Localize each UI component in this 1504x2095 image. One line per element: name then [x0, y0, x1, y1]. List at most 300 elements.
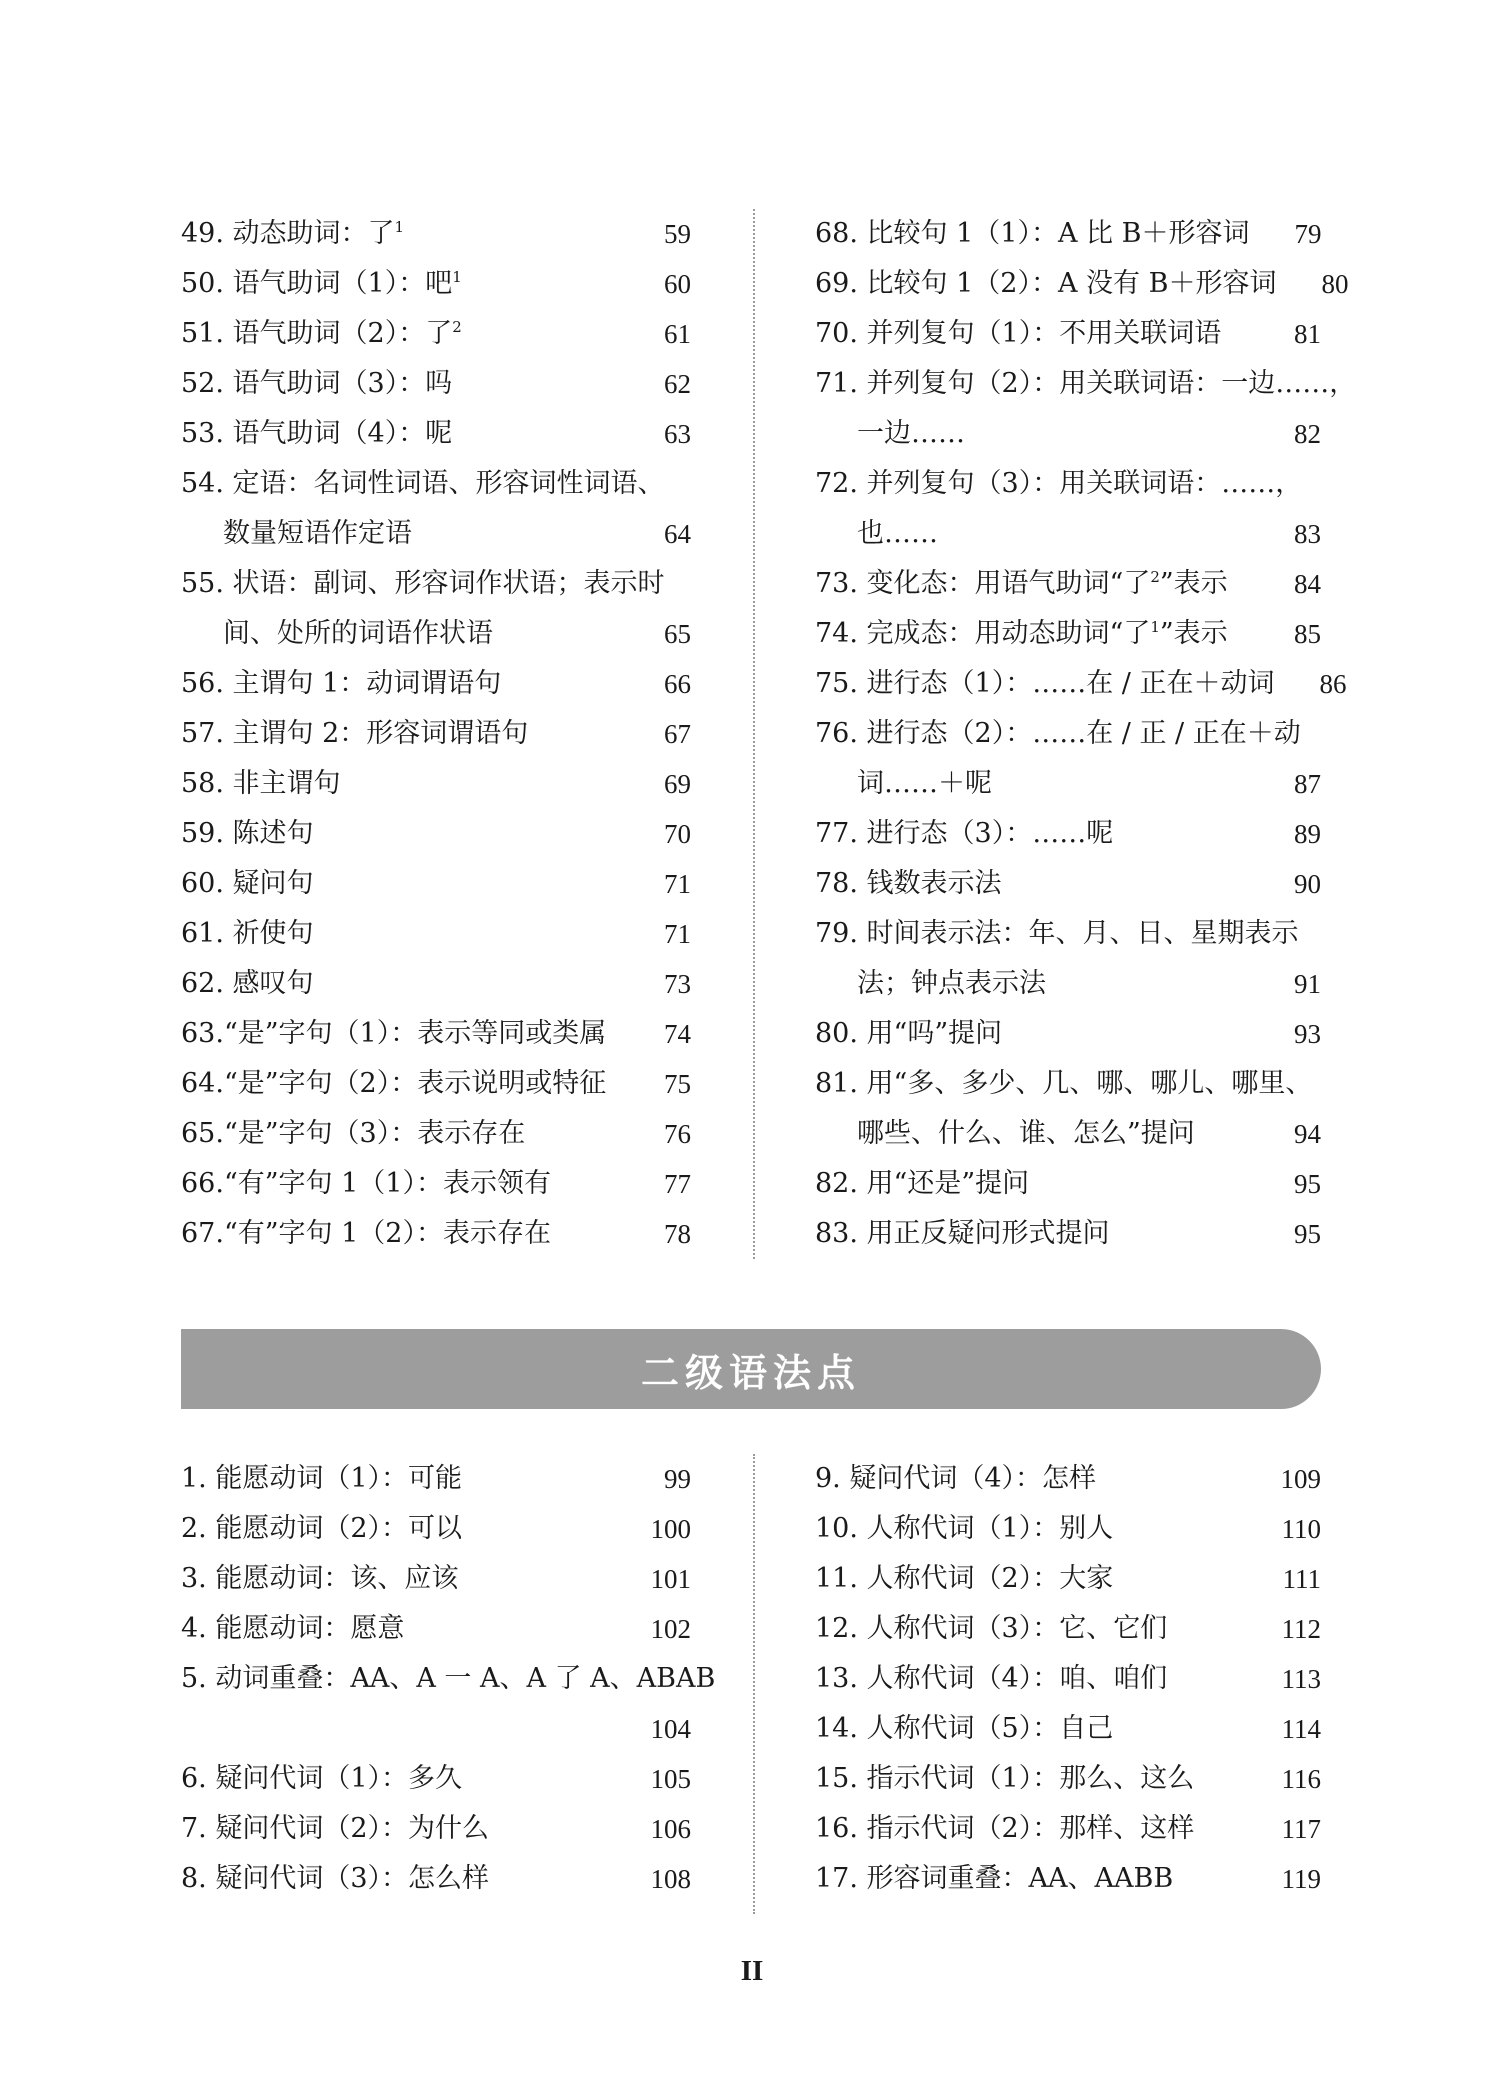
toc-entry[interactable]	[181, 409, 691, 459]
toc-page-number: 61	[664, 319, 691, 349]
toc-entry-line	[181, 909, 691, 959]
toc-entry-title	[815, 259, 1276, 309]
toc-entry-title	[181, 959, 619, 1009]
toc-entry-line	[181, 459, 691, 509]
toc-entry-title	[815, 1804, 1249, 1854]
toc-page-number: 119	[1281, 1864, 1321, 1894]
toc-entry-text: 82. 用“还是”提问	[815, 1168, 1030, 1199]
toc-entry-line	[181, 1009, 691, 1059]
toc-entry-text: 也……	[857, 518, 938, 549]
toc-entry-line	[815, 1554, 1321, 1604]
toc-entry-line	[181, 959, 691, 1009]
toc-entry[interactable]	[815, 1604, 1321, 1654]
toc-page-number: 108	[650, 1864, 691, 1894]
toc-entry-title	[815, 809, 1249, 859]
toc-entry-line	[181, 809, 691, 859]
toc-entry-text: 间、处所的词语作状语	[223, 618, 493, 649]
toc-entry-line	[815, 459, 1321, 509]
toc-entry-line	[815, 1159, 1321, 1209]
toc-page-number: 65	[664, 619, 691, 649]
toc-entry-title	[815, 459, 1302, 509]
toc-page-number: 71	[664, 919, 691, 949]
toc-entry-line	[181, 1754, 691, 1804]
toc-page-number	[665, 559, 737, 609]
toc-page-number	[665, 459, 737, 509]
toc-entry-text: 词……＋呢	[857, 768, 992, 799]
toc-entry-title	[815, 859, 1249, 909]
toc-entry-text: 58. 非主谓句	[181, 768, 341, 799]
toc-entry-title	[815, 1109, 1249, 1159]
toc-entry-title	[181, 1504, 619, 1554]
toc-entry-text: 6. 疑问代词（1）：多久	[181, 1763, 463, 1794]
toc-entry-title	[181, 1454, 619, 1504]
toc-entry-title	[181, 659, 619, 709]
toc-entry[interactable]	[181, 1059, 691, 1109]
toc-entry[interactable]	[181, 1159, 691, 1209]
toc-entry[interactable]	[815, 1059, 1321, 1159]
toc-entry-line	[181, 1504, 691, 1554]
toc-page-number: 83	[1294, 519, 1321, 549]
toc-entry[interactable]	[815, 309, 1321, 359]
toc-page-number: 95	[1294, 1219, 1321, 1249]
toc-page-number: 95	[1294, 1169, 1321, 1199]
toc-page-number: 71	[664, 869, 691, 899]
toc-entry-text: 72. 并列复句（3）：用关联词语：……，	[815, 468, 1303, 499]
toc-entry-line	[181, 1804, 691, 1854]
page-number: II	[740, 1955, 764, 1987]
toc-entry-title	[815, 1159, 1249, 1209]
toc-entry-text: 50. 语气助词（1）：吧	[181, 268, 453, 299]
toc-entry[interactable]	[181, 959, 691, 1009]
toc-entry-text: 77. 进行态（3）：……呢	[815, 818, 1114, 849]
toc-entry-text: 16. 指示代词（2）：那样、这样	[815, 1813, 1195, 1844]
toc-entry-title	[815, 1554, 1249, 1604]
toc-entry-title	[815, 359, 1356, 409]
toc-entry-title	[815, 1059, 1312, 1109]
superscript-marker: 1	[1150, 618, 1160, 636]
toc-entry[interactable]	[815, 1159, 1321, 1209]
toc-entry[interactable]	[815, 1554, 1321, 1604]
toc-page-number: 64	[664, 519, 691, 549]
toc-entry[interactable]	[815, 459, 1321, 559]
toc-entry-line	[181, 1854, 691, 1904]
toc-entry-title	[815, 1604, 1249, 1654]
toc-entry-text: 13. 人称代词（4）：咱、咱们	[815, 1663, 1168, 1694]
toc-entry-line	[815, 1009, 1321, 1059]
toc-entry-continuation	[815, 509, 1321, 559]
toc-page-number	[1301, 709, 1373, 759]
toc-entry-line	[181, 1554, 691, 1604]
toc-entry-line	[181, 1209, 691, 1259]
toc-page-number: 79	[1294, 219, 1322, 249]
toc-entry-text: 78. 钱数表示法	[815, 868, 1002, 899]
toc-entry-line	[815, 1209, 1321, 1259]
toc-entry-text: 68. 比较句 1（1）：A 比 B＋形容词	[815, 218, 1250, 249]
toc-entry-title	[815, 1654, 1249, 1704]
toc-entry-line	[815, 909, 1321, 959]
toc-page-number: 112	[1281, 1614, 1321, 1644]
toc-page-number: 86	[1319, 669, 1347, 699]
toc-entry[interactable]	[815, 209, 1321, 259]
toc-entry-line	[815, 1804, 1321, 1854]
toc-entry[interactable]	[815, 1854, 1321, 1904]
toc-entry-text: 3. 能愿动词：该、应该	[181, 1563, 459, 1594]
toc-entry-title	[181, 1654, 715, 1704]
toc-entry-line	[181, 409, 691, 459]
toc-entry-title	[181, 1209, 619, 1259]
toc-entry-line	[181, 1604, 691, 1654]
toc-entry-line	[181, 659, 691, 709]
toc-entry-title	[181, 309, 619, 359]
toc-page-number	[1356, 359, 1428, 409]
toc-entry-line	[181, 259, 691, 309]
superscript-marker: 2	[1150, 568, 1160, 586]
toc-entry-line	[815, 809, 1321, 859]
toc-entry[interactable]	[181, 359, 691, 409]
toc-entry-title	[815, 509, 1249, 559]
toc-entry-text: 65.“是”字句（3）：表示存在	[181, 1118, 526, 1149]
toc-page-number: 109	[1280, 1464, 1321, 1494]
toc-entry-title	[181, 459, 665, 509]
toc-entry[interactable]	[181, 1604, 691, 1654]
toc-entry-title	[181, 1704, 619, 1754]
toc-entry-line	[815, 1704, 1321, 1754]
toc-entry[interactable]	[815, 609, 1321, 659]
toc-entry[interactable]	[181, 659, 691, 709]
toc-page-number: 99	[664, 1464, 691, 1494]
superscript-marker: 1	[452, 268, 462, 286]
toc-entry-text: 49. 动态助词：了	[181, 218, 395, 249]
toc-entry[interactable]	[181, 459, 691, 559]
toc-entry-title	[181, 709, 619, 759]
toc-entry-title	[815, 959, 1249, 1009]
toc-page-number: 116	[1281, 1764, 1321, 1794]
toc-page-number: 101	[650, 1564, 691, 1594]
toc-entry-continuation	[815, 759, 1321, 809]
toc-entry-text: 62. 感叹句	[181, 968, 314, 999]
toc-entry-title	[815, 759, 1249, 809]
toc-entry-line	[181, 1109, 691, 1159]
column-divider	[753, 209, 755, 1259]
toc-entry-title	[181, 1554, 619, 1604]
toc-entry-title	[815, 609, 1249, 659]
toc-page-number: 84	[1294, 569, 1321, 599]
toc-entry[interactable]	[815, 1654, 1321, 1704]
toc-entry[interactable]	[181, 209, 691, 259]
toc-entry-line	[181, 1654, 716, 1704]
toc-entry[interactable]	[815, 1454, 1321, 1504]
toc-entry-title	[815, 709, 1301, 759]
toc-entry-text: 80. 用“吗”提问	[815, 1018, 1003, 1049]
toc-entry-text: 54. 定语：名词性词语、形容词性词语、	[181, 468, 665, 499]
toc-entry[interactable]	[181, 1654, 716, 1754]
toc-entry-text: 76. 进行态（2）：……在 / 正 / 正在＋动	[815, 718, 1301, 749]
toc-page-number: 82	[1294, 419, 1321, 449]
toc-entry-text: 67.“有”字句 1（2）：表示存在	[181, 1218, 551, 1249]
toc-entry-title	[815, 1454, 1249, 1504]
toc-entry-title	[181, 1804, 619, 1854]
toc-entry-continuation	[181, 609, 691, 659]
toc-entry-line	[815, 1654, 1321, 1704]
toc-entry[interactable]	[815, 359, 1357, 459]
toc-entry-line	[181, 709, 691, 759]
toc-entry-text: 59. 陈述句	[181, 818, 314, 849]
toc-entry-text: 2. 能愿动词（2）：可以	[181, 1513, 463, 1544]
toc-entry[interactable]	[815, 809, 1321, 859]
toc-entry-text: 57. 主谓句 2：形容词谓语句	[181, 718, 529, 749]
toc-entry-text-tail: ”表示	[1159, 568, 1228, 599]
toc-entry-title	[815, 1854, 1249, 1904]
toc-entry-text: 法；钟点表示法	[857, 968, 1046, 999]
toc-entry[interactable]	[181, 1109, 691, 1159]
toc-entry-text: 15. 指示代词（1）：那么、这么	[815, 1763, 1195, 1794]
toc-page-number: 90	[1294, 869, 1321, 899]
toc-entry-title	[181, 1109, 619, 1159]
toc-entry-line	[815, 609, 1321, 659]
toc-page-number: 76	[664, 1119, 691, 1149]
toc-entry[interactable]	[181, 1854, 691, 1904]
toc-column-right	[815, 209, 1357, 1259]
toc-entry-text: 17. 形容词重叠：AA、AABB	[815, 1863, 1174, 1894]
toc-entry[interactable]	[181, 809, 691, 859]
banner-title: 二级语法点	[640, 1350, 861, 1395]
toc-page-number: 114	[1281, 1714, 1321, 1744]
toc-entry-text: 52. 语气助词（3）：吗	[181, 368, 453, 399]
toc-entry-text: 69. 比较句 1（2）：A 没有 B＋形容词	[815, 268, 1277, 299]
toc-entry-text: 9. 疑问代词（4）：怎样	[815, 1463, 1097, 1494]
toc-entry-text: 数量短语作定语	[223, 518, 412, 549]
toc-entry-title	[181, 759, 619, 809]
toc-entry-text: 53. 语气助词（4）：呢	[181, 418, 453, 449]
toc-entry[interactable]	[181, 1504, 691, 1554]
toc-entry-text: 79. 时间表示法：年、月、日、星期表示	[815, 918, 1299, 949]
toc-entry-text: 哪些、什么、谁、怎么”提问	[857, 1118, 1195, 1149]
toc-entry-text: 11. 人称代词（2）：大家	[815, 1563, 1114, 1594]
toc-entry-line	[815, 1754, 1321, 1804]
toc-entry-text: 64.“是”字句（2）：表示说明或特征	[181, 1068, 607, 1099]
toc-entry-line	[815, 709, 1321, 759]
toc-section-level1	[181, 209, 1357, 1259]
toc-entry-title	[815, 1754, 1249, 1804]
toc-page-number: 111	[1282, 1564, 1321, 1594]
column-divider	[753, 1454, 755, 1914]
toc-entry-title	[181, 359, 619, 409]
toc-entry-line	[181, 309, 691, 359]
toc-page-number: 113	[1281, 1664, 1321, 1694]
toc-entry-text: 83. 用正反疑问形式提问	[815, 1218, 1110, 1249]
toc-entry-title	[815, 309, 1249, 359]
toc-entry-text: 71. 并列复句（2）：用关联词语：一边……，	[815, 368, 1357, 399]
toc-entry[interactable]	[181, 759, 691, 809]
toc-entry-text: 70. 并列复句（1）：不用关联词语	[815, 318, 1222, 349]
toc-entry-continuation	[181, 509, 691, 559]
toc-entry-text: 7. 疑问代词（2）：为什么	[181, 1813, 490, 1844]
toc-entry-text: 74. 完成态：用动态助词“了	[815, 618, 1151, 649]
toc-entry[interactable]	[815, 1754, 1321, 1804]
toc-entry-text: 14. 人称代词（5）：自己	[815, 1713, 1114, 1744]
toc-entry-text: 66.“有”字句 1（1）：表示领有	[181, 1168, 551, 1199]
toc-entry-title	[181, 1854, 619, 1904]
toc-entry-line	[181, 1454, 691, 1504]
toc-entry-title	[815, 409, 1249, 459]
toc-entry[interactable]	[815, 559, 1321, 609]
toc-entry[interactable]	[815, 709, 1321, 809]
toc-entry[interactable]	[815, 259, 1349, 309]
toc-entry-continuation	[181, 1704, 691, 1754]
toc-page-number: 100	[650, 1514, 691, 1544]
toc-entry[interactable]	[181, 1454, 691, 1504]
toc-entry[interactable]	[181, 1554, 691, 1604]
toc-entry-title	[815, 1504, 1249, 1554]
toc-entry-title	[181, 509, 619, 559]
toc-page-number: 104	[650, 1714, 691, 1744]
toc-entry-title	[181, 809, 619, 859]
superscript-marker: 2	[452, 318, 462, 336]
toc-page-number: 69	[664, 769, 691, 799]
toc-entry-title	[815, 909, 1299, 959]
toc-entry-text: 75. 进行态（1）：……在 / 正在＋动词	[815, 668, 1275, 699]
toc-entry-line	[181, 559, 691, 609]
toc-entry[interactable]	[181, 259, 691, 309]
toc-entry-title	[181, 1604, 619, 1654]
toc-entry-title	[815, 1209, 1249, 1259]
toc-entry[interactable]	[181, 559, 691, 659]
toc-entry-title	[815, 1009, 1249, 1059]
toc-page-number: 89	[1294, 819, 1321, 849]
toc-section-level2	[181, 1454, 1321, 1914]
toc-entry-text: 56. 主谓句 1：动词谓语句	[181, 668, 502, 699]
toc-page-number: 85	[1294, 619, 1321, 649]
toc-entry-line	[181, 1059, 691, 1109]
toc-entry-text: 8. 疑问代词（3）：怎么样	[181, 1863, 490, 1894]
toc-page-number: 110	[1281, 1514, 1321, 1544]
toc-entry-line	[815, 659, 1347, 709]
toc-entry-line	[815, 859, 1321, 909]
toc-page-number	[1302, 459, 1374, 509]
toc-page-number: 66	[664, 669, 691, 699]
toc-entry[interactable]	[815, 909, 1321, 1009]
toc-entry[interactable]	[181, 859, 691, 909]
superscript-marker: 1	[394, 218, 405, 236]
toc-entry-title	[815, 209, 1249, 259]
toc-page-number: 59	[664, 219, 691, 249]
toc-entry-line	[815, 209, 1321, 259]
toc-page-number: 80	[1321, 269, 1349, 299]
toc-page-number: 81	[1294, 319, 1321, 349]
toc-entry[interactable]	[815, 859, 1321, 909]
toc-entry-title	[181, 909, 619, 959]
toc-entry[interactable]	[181, 1209, 691, 1259]
toc-entry-line	[815, 1604, 1321, 1654]
toc-entry-line	[181, 209, 691, 259]
toc-entry-line	[815, 559, 1321, 609]
toc-page-number: 87	[1294, 769, 1321, 799]
toc-entry-title	[181, 1009, 619, 1059]
toc-page-number: 91	[1294, 969, 1321, 999]
toc-entry[interactable]	[815, 1009, 1321, 1059]
toc-entry-text: 73. 变化态：用语气助词“了	[815, 568, 1151, 599]
toc-entry-title	[181, 1754, 619, 1804]
toc-entry-title	[181, 259, 619, 309]
toc-page-number: 63	[664, 419, 691, 449]
toc-page-number: 74	[664, 1019, 691, 1049]
toc-entry-continuation	[815, 959, 1321, 1009]
toc-page-number: 94	[1294, 1119, 1321, 1149]
toc-entry[interactable]	[181, 1754, 691, 1804]
toc-page-number: 62	[664, 369, 691, 399]
toc-column-right	[815, 1454, 1321, 1904]
toc-entry-line	[815, 1059, 1321, 1109]
toc-entry-text: 1. 能愿动词（1）：可能	[181, 1463, 463, 1494]
toc-entry-text: 4. 能愿动词：愿意	[181, 1613, 405, 1644]
toc-entry-text: 55. 状语：副词、形容词作状语；表示时	[181, 568, 665, 599]
toc-entry[interactable]	[815, 1804, 1321, 1854]
toc-entry[interactable]	[181, 1804, 691, 1854]
toc-entry-continuation	[815, 409, 1321, 459]
toc-entry-line	[181, 859, 691, 909]
toc-page-number: 78	[664, 1219, 691, 1249]
toc-entry[interactable]	[815, 1504, 1321, 1554]
toc-entry[interactable]	[181, 1009, 691, 1059]
toc-page-number: 117	[1281, 1814, 1321, 1844]
toc-entry-line	[181, 359, 691, 409]
toc-entry-title	[181, 609, 619, 659]
toc-entry[interactable]	[815, 659, 1347, 709]
toc-entry-text-tail: ”表示	[1159, 618, 1228, 649]
toc-page-number: 70	[664, 819, 691, 849]
section-banner	[181, 1329, 1321, 1409]
toc-page-number: 105	[650, 1764, 691, 1794]
toc-page-number: 75	[664, 1069, 691, 1099]
toc-page-number: 106	[650, 1814, 691, 1844]
toc-entry-text: 60. 疑问句	[181, 868, 314, 899]
toc-entry-title	[181, 209, 619, 259]
toc-entry[interactable]	[181, 309, 691, 359]
toc-page-number	[1299, 909, 1371, 959]
toc-page-number: 73	[664, 969, 691, 999]
toc-entry-line	[815, 1504, 1321, 1554]
toc-page-number: 60	[664, 269, 691, 299]
toc-entry[interactable]	[815, 1704, 1321, 1754]
toc-page-number	[715, 1654, 787, 1704]
toc-entry-text: 一边……	[857, 418, 965, 449]
toc-page-number: 102	[650, 1614, 691, 1644]
toc-entry[interactable]	[815, 1209, 1321, 1259]
toc-entry-text: 12. 人称代词（3）：它、它们	[815, 1613, 1168, 1644]
toc-entry[interactable]	[181, 709, 691, 759]
toc-entry-line	[815, 309, 1321, 359]
toc-page-number	[1312, 1059, 1384, 1109]
toc-column-left	[181, 1454, 716, 1904]
toc-entry-line	[815, 359, 1357, 409]
toc-entry-line	[181, 1159, 691, 1209]
toc-entry-line	[181, 759, 691, 809]
toc-page-number: 67	[664, 719, 691, 749]
toc-column-left	[181, 209, 691, 1259]
toc-entry-text: 51. 语气助词（2）：了	[181, 318, 453, 349]
toc-page-number: 93	[1294, 1019, 1321, 1049]
toc-entry-text: 61. 祈使句	[181, 918, 314, 949]
toc-entry-title	[181, 409, 619, 459]
toc-entry-title	[815, 659, 1274, 709]
toc-entry[interactable]	[181, 909, 691, 959]
toc-entry-title	[181, 1059, 619, 1109]
toc-entry-title	[181, 1159, 619, 1209]
toc-entry-line	[815, 1854, 1321, 1904]
toc-page-number: 77	[664, 1169, 691, 1199]
toc-entry-text: 10. 人称代词（1）：别人	[815, 1513, 1114, 1544]
toc-entry-title	[815, 559, 1249, 609]
